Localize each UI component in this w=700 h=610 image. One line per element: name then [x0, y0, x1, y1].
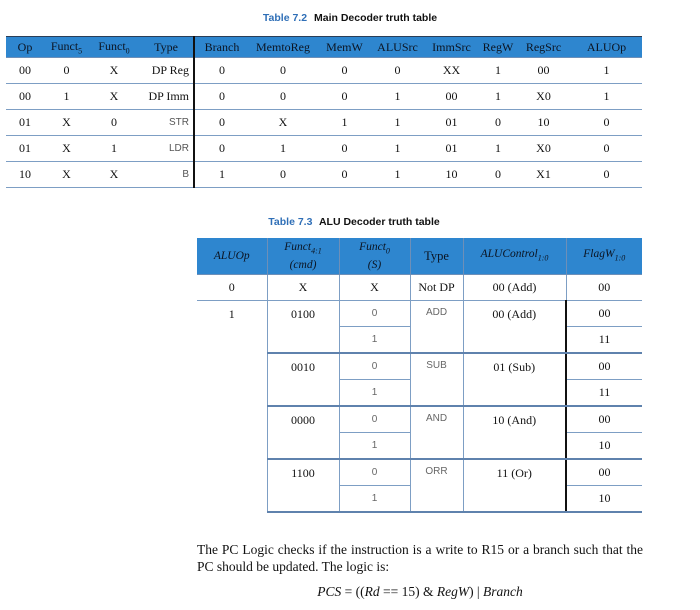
- header-type: Type: [410, 238, 463, 275]
- aluop-cell: 1: [197, 301, 267, 513]
- header-alusrc: ALUSrc: [372, 37, 423, 58]
- alucontrol-cell: 01 (Sub): [463, 353, 566, 406]
- flagw-cell: 10: [566, 486, 642, 513]
- main-decoder-cell: 1: [317, 110, 372, 136]
- funct0-cell: 0: [339, 459, 410, 486]
- main-decoder-cell: 0: [249, 162, 317, 188]
- main-decoder-row: [6, 84, 642, 110]
- main-decoder-cell: 0: [317, 58, 372, 84]
- funct0-cell: 1: [339, 327, 410, 354]
- main-decoder-cell: X: [89, 162, 139, 188]
- table73-caption-number: Table 7.3: [268, 216, 313, 228]
- header-alucontrol: ALUControl$_{1:0}$: [463, 238, 566, 275]
- main-decoder-cell: 1: [372, 136, 423, 162]
- alucontrol-cell: 00 (Add): [463, 301, 566, 354]
- main-decoder-cell: 1: [372, 110, 423, 136]
- main-decoder-cell: 01: [423, 136, 480, 162]
- main-decoder-cell: X: [89, 84, 139, 110]
- flagw-cell: 10: [566, 433, 642, 460]
- header-funct0: Funct$_0$ (S): [339, 238, 410, 275]
- main-decoder-cell: 0: [480, 110, 516, 136]
- alucontrol-cell: 00 (Add): [463, 275, 566, 301]
- main-decoder-cell: 0: [480, 162, 516, 188]
- main-decoder-cell: 01: [6, 136, 44, 162]
- alucontrol-cell: 10 (And): [463, 406, 566, 459]
- header-funct0: Funct$_0$: [89, 37, 139, 58]
- table72-caption-text: Main Decoder truth table: [313, 12, 438, 24]
- main-decoder-cell: 0: [89, 110, 139, 136]
- main-decoder-cell: 0: [372, 58, 423, 84]
- flagw-cell: 00: [566, 406, 642, 433]
- table73-caption: [4, 216, 700, 228]
- main-decoder-row: [6, 162, 642, 188]
- main-decoder-cell: 1: [372, 84, 423, 110]
- main-decoder-cell: 0: [249, 58, 317, 84]
- main-decoder-cell: X1: [516, 162, 571, 188]
- main-decoder-cell: 0: [194, 58, 249, 84]
- funct41-cell: 0000: [267, 406, 339, 459]
- header-flagw: FlagW$_{1:0}$: [566, 238, 642, 275]
- pcs-formula: PCS = ((Rd == 15) & RegW) | Branch: [317, 584, 523, 599]
- pc-logic-paragraph: The PC Logic checks if the instruction is a write to R15 or a branch such that the PC should be updated. The logic is:: [197, 542, 643, 574]
- type-cell: SUB: [410, 353, 463, 406]
- header-op: Op: [6, 37, 44, 58]
- main-decoder-cell: 0: [571, 136, 642, 162]
- main-decoder-row: [6, 136, 642, 162]
- alu-decoder-row: [197, 301, 642, 327]
- main-decoder-cell: 10: [423, 162, 480, 188]
- main-decoder-cell: 1: [372, 162, 423, 188]
- main-decoder-cell: 0: [571, 162, 642, 188]
- type-cell: ORR: [410, 459, 463, 512]
- header-aluop: ALUOp: [197, 238, 267, 275]
- main-decoder-cell: 1: [249, 136, 317, 162]
- main-decoder-cell: X: [44, 110, 89, 136]
- main-decoder-header-row: [6, 37, 642, 58]
- flagw-cell: 11: [566, 327, 642, 354]
- main-decoder-cell: 1: [480, 58, 516, 84]
- funct0-cell: 0: [339, 353, 410, 380]
- main-decoder-cell: 10: [516, 110, 571, 136]
- header-regsrc: RegSrc: [516, 37, 571, 58]
- main-decoder-cell: 0: [249, 84, 317, 110]
- main-decoder-cell: 1: [194, 162, 249, 188]
- main-decoder-cell: 01: [6, 110, 44, 136]
- funct41-cell: 0100: [267, 301, 339, 354]
- alu-decoder-header-row: [197, 238, 642, 275]
- main-decoder-cell: 1: [480, 136, 516, 162]
- main-decoder-cell: 0: [317, 162, 372, 188]
- funct0-cell: 0: [339, 406, 410, 433]
- funct41-cell: 0010: [267, 353, 339, 406]
- main-decoder-cell: 1: [571, 84, 642, 110]
- funct0-cell: 0: [339, 301, 410, 327]
- main-decoder-cell: LDR: [139, 136, 194, 162]
- table72-caption-number: Table 7.2: [262, 12, 308, 24]
- aluop-cell: 0: [197, 275, 267, 301]
- header-branch: Branch: [194, 37, 249, 58]
- header-memtoreg: MemtoReg: [249, 37, 317, 58]
- flagw-cell: 00: [566, 353, 642, 380]
- header-regw: RegW: [480, 37, 516, 58]
- main-decoder-cell: 00: [6, 58, 44, 84]
- main-decoder-cell: X: [89, 58, 139, 84]
- funct0-cell: X: [339, 275, 410, 301]
- main-decoder-cell: X0: [516, 136, 571, 162]
- main-decoder-cell: B: [139, 162, 194, 188]
- main-decoder-cell: 1: [571, 58, 642, 84]
- header-immsrc: ImmSrc: [423, 37, 480, 58]
- funct0-cell: 1: [339, 486, 410, 513]
- header-type: Type: [139, 37, 194, 58]
- funct0-cell: 1: [339, 380, 410, 407]
- main-decoder-cell: STR: [139, 110, 194, 136]
- header-aluop: ALUOp: [571, 37, 642, 58]
- header-memw: MemW: [317, 37, 372, 58]
- main-decoder-cell: DP Imm: [139, 84, 194, 110]
- main-decoder-row: [6, 58, 642, 84]
- flagw-cell: 00: [566, 275, 642, 301]
- header-funct5: Funct$_5$: [44, 37, 89, 58]
- main-decoder-cell: 0: [194, 110, 249, 136]
- main-decoder-cell: 0: [44, 58, 89, 84]
- funct0-cell: 1: [339, 433, 410, 460]
- alu-decoder-row: [197, 275, 642, 301]
- alucontrol-cell: 11 (Or): [463, 459, 566, 512]
- main-decoder-row: [6, 110, 642, 136]
- main-decoder-cell: 10: [6, 162, 44, 188]
- type-cell: AND: [410, 406, 463, 459]
- alu-decoder-table: [197, 238, 642, 513]
- header-funct41: Funct$_{4:1}$ (cmd): [267, 238, 339, 275]
- main-decoder-cell: 0: [194, 84, 249, 110]
- main-decoder-cell: 00: [6, 84, 44, 110]
- main-decoder-cell: 0: [194, 136, 249, 162]
- main-decoder-cell: 1: [44, 84, 89, 110]
- main-decoder-cell: X0: [516, 84, 571, 110]
- main-decoder-cell: X: [44, 162, 89, 188]
- flagw-cell: 00: [566, 459, 642, 486]
- main-decoder-cell: X: [44, 136, 89, 162]
- main-decoder-cell: XX: [423, 58, 480, 84]
- funct41-cell: X: [267, 275, 339, 301]
- main-decoder-table: [6, 36, 642, 188]
- main-decoder-cell: DP Reg: [139, 58, 194, 84]
- flagw-cell: 11: [566, 380, 642, 407]
- funct41-cell: 1100: [267, 459, 339, 512]
- main-decoder-cell: 00: [423, 84, 480, 110]
- main-decoder-cell: 0: [571, 110, 642, 136]
- main-decoder-cell: X: [249, 110, 317, 136]
- flagw-cell: 00: [566, 301, 642, 327]
- main-decoder-cell: 01: [423, 110, 480, 136]
- table72-caption: [0, 12, 700, 24]
- type-cell: ADD: [410, 301, 463, 354]
- main-decoder-cell: 00: [516, 58, 571, 84]
- main-decoder-cell: 0: [317, 84, 372, 110]
- type-cell: Not DP: [410, 275, 463, 301]
- table73-caption-text: ALU Decoder truth table: [318, 216, 440, 228]
- main-decoder-cell: 0: [317, 136, 372, 162]
- main-decoder-cell: 1: [89, 136, 139, 162]
- main-decoder-cell: 1: [480, 84, 516, 110]
